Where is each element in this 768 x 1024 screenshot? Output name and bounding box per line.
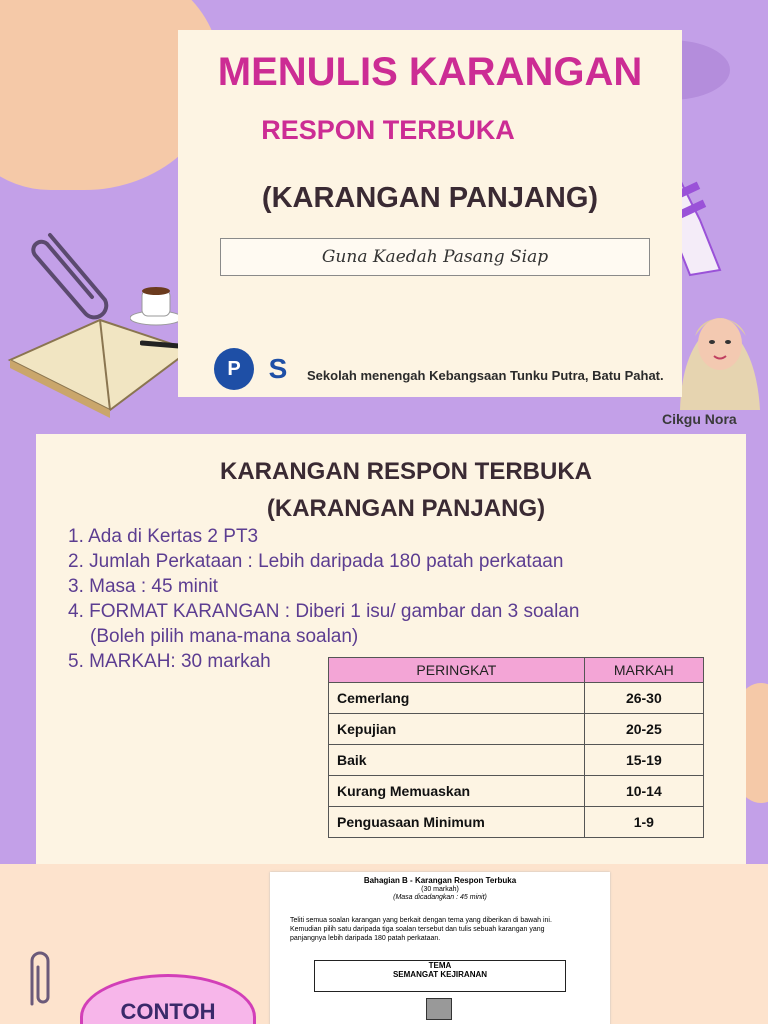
school-logo: [214, 348, 254, 390]
page-subtitle: RESPON TERBUKA: [261, 115, 515, 145]
method-box: [220, 238, 650, 276]
instruction-line: Teliti semua soalan karangan yang berkait dengan tema yang diberikan di bawah ini.: [290, 917, 552, 924]
exam-time: (Masa dicadangkan : 45 minit): [393, 894, 487, 901]
program-logo: [257, 346, 299, 392]
list-item: 5. MARKAH: 30 markah: [68, 651, 271, 672]
example-label: CONTOH: [120, 999, 216, 1024]
info-list: [68, 524, 579, 674]
marks-cell: 15-19: [584, 745, 703, 776]
list-item: 3. Masa : 45 minit: [68, 576, 218, 597]
table-row: [329, 745, 704, 776]
exam-instructions: [290, 916, 590, 943]
table-row: [329, 714, 704, 745]
table-row: [329, 776, 704, 807]
section-heading-sub: (KARANGAN PANJANG): [266, 495, 546, 522]
exam-section-title: Bahagian B - Karangan Respon Terbuka: [363, 876, 517, 885]
exam-paper-image: [270, 872, 610, 1024]
grade-cell: Penguasaan Minimum: [329, 807, 585, 838]
list-item: 2. Jumlah Perkataan : Lebih daripada 180 patah perkataan: [68, 551, 564, 572]
info-slide: [0, 428, 768, 864]
table-header-row: [329, 658, 704, 683]
section-heading: KARANGAN RESPON TERBUKA: [219, 458, 592, 485]
table-row: [329, 683, 704, 714]
table-row: [329, 807, 704, 838]
title-slide: [0, 0, 768, 428]
page-title: MENULIS KARANGAN: [217, 50, 643, 94]
list-item-note: (Boleh pilih mana-mana soalan): [90, 626, 359, 647]
marks-cell: 10-14: [584, 776, 703, 807]
list-item: 4. FORMAT KARANGAN : Diberi 1 isu/ gambar dan 3 soalan: [68, 601, 580, 622]
grade-cell: Kepujian: [329, 714, 585, 745]
logo-letter: P: [227, 357, 241, 380]
logo-letter: S: [268, 353, 288, 384]
theme-value: SEMANGAT KEJIRANAN: [392, 970, 488, 979]
example-slide: [0, 864, 768, 1024]
marks-cell: 1-9: [584, 807, 703, 838]
grade-cell: Kurang Memuaskan: [329, 776, 585, 807]
arrow-down-icon: [426, 998, 452, 1020]
theme-label: TEMA: [428, 961, 452, 970]
theme-box: [314, 960, 566, 992]
column-header: PERINGKAT: [329, 658, 585, 683]
essay-type-heading: (KARANGAN PANJANG): [261, 182, 599, 214]
marks-cell: 20-25: [584, 714, 703, 745]
instruction-line: Kemudian pilih satu daripada tiga soalan tersebut dan tulis sebuah karangan yang: [290, 926, 545, 933]
example-bubble: [80, 974, 256, 1024]
column-header: MARKAH: [584, 658, 703, 683]
teacher-avatar: [670, 292, 768, 410]
grade-cell: Cemerlang: [329, 683, 585, 714]
instruction-line: panjangnya lebih daripada 180 patah perkataan.: [290, 935, 441, 942]
method-label: Guna Kaedah Pasang Siap: [321, 247, 549, 267]
teacher-name: Cikgu Nora: [662, 411, 737, 427]
paperclip-icon: [20, 949, 60, 1009]
list-item: 1. Ada di Kertas 2 PT3: [68, 526, 259, 547]
school-name: Sekolah menengah Kebangsaan Tunku Putra, Batu Pahat.: [307, 368, 664, 383]
marks-table: [328, 657, 704, 838]
marks-cell: 26-30: [584, 683, 703, 714]
exam-marks: (30 markah): [421, 886, 459, 893]
grade-cell: Baik: [329, 745, 585, 776]
